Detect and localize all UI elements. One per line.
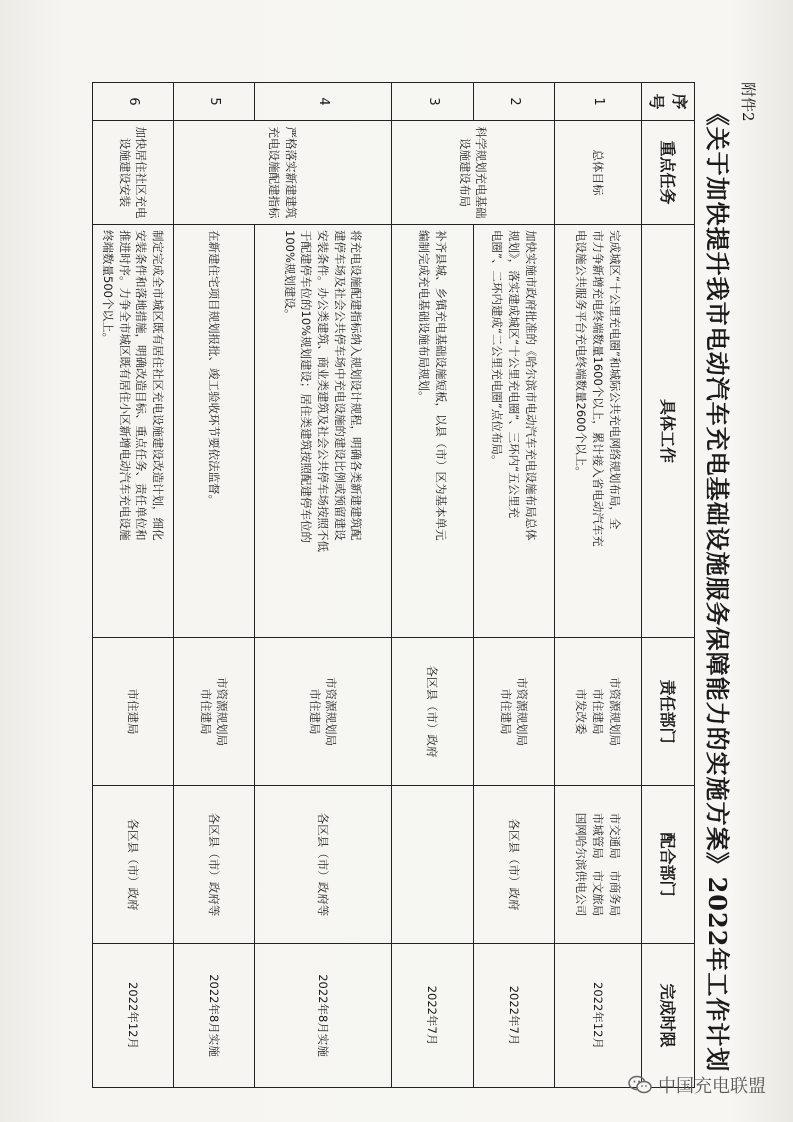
watermark-text: 中国充电联盟 [658,1076,766,1097]
document-title: 《关于加快提升我市电动汽车充电基础设施服务保障能力的实施方案》2022年工作计划 [703,101,732,1073]
work-line: 安装条件。办公类建筑、商业类建筑及社会公共停车场按照不低 [315,230,330,552]
lead-line: 市住建局 [498,688,513,735]
work-line: 制定完成全市城区既有居住社区充电设施建设改造计划，细化 [150,230,165,541]
work-plan-table [92,82,695,1088]
row-support: 各区县（市）政府等 [254,786,391,944]
row-no: 4 [254,83,391,121]
work-line: 电设施公共服务平台充电终端数量2600个以上。 [574,230,589,478]
header-support: 配合部门 [641,786,694,944]
row-deadline: 2022年7月 [391,944,473,1088]
row-support [391,786,473,944]
row-lead: 市住建局 [92,638,173,786]
row-work [554,225,641,638]
lead-line: 市发改委 [574,688,589,735]
work-line: 终端数量500个以上。 [100,230,115,344]
work-line: 于配建停车位的10%规划建设；居住类建筑按照配建停车位的 [299,230,314,544]
lead-line: 市资源规划局 [607,677,622,746]
header-work: 具体工作 [641,225,694,638]
work-line: 补齐县城、乡镇充电基础设施短板，以县（市）区为基本单元 [433,230,448,541]
work-line: 将充电设施配建指标纳入规划设计规程，明确各类新建建筑配 [349,230,364,541]
table-row [473,83,554,1088]
row-support: 各区县（市）政府等 [173,786,254,944]
row-no: 3 [391,83,473,121]
row-task: 总体目标 [554,121,641,225]
row-deadline: 2022年8月实施 [173,944,254,1088]
work-line: 推进时序。力争全市城区既有居住小区新增电动汽车充电设施 [117,230,132,541]
work-line: 安装条件和落地措施，明确改造目标、重点任务、责任单位和 [134,230,149,541]
table-row [173,83,254,1088]
row-work [92,225,173,638]
row-lead [554,638,641,786]
table-row [391,83,473,1088]
work-line: 市力争新增充电终端数量1600个以上，累计接入省电动汽车充 [590,230,605,547]
work-line: 电圈”、二环内建成“二公里充电圈”点位布局。 [490,230,505,467]
work-line: 完成城区“十公里充电圈”和城际公共充电网络规划布局，全 [607,230,622,530]
row-support [554,786,641,944]
row-no: 1 [554,83,641,121]
lead-line: 市资源规划局 [324,677,339,746]
row-support: 各区县（市）政府 [92,786,173,944]
support-line: 市交通局 市商务局 [607,812,622,917]
table-row [92,83,173,1088]
row-deadline: 2022年12月 [92,944,173,1088]
row-lead: 各区县（市）政府 [391,638,473,786]
header-lead: 责任部门 [641,638,694,786]
lead-line: 市住建局 [198,688,213,735]
row-lead [173,638,254,786]
row-no: 6 [92,83,173,121]
row-no: 2 [473,83,554,121]
header-no: 序号 [641,83,694,121]
work-line: 100%规划建设。 [282,230,297,321]
table-header-row [641,83,694,1088]
row-work [391,225,473,638]
watermark [628,1072,766,1098]
wechat-icon [628,1075,652,1095]
row-work: 在新建住宅项目规划报批、竣工验收环节要依法监督。 [173,225,254,638]
row-deadline: 2022年8月实施 [254,944,391,1088]
row-work [473,225,554,638]
row-task: 加快居住社区充电设施建设安装 [92,121,173,225]
row-no: 5 [173,83,254,121]
header-deadline: 完成时限 [641,944,694,1088]
work-line: 规划》，落实建成城区“十公里充电圈”、三环内“五公里充 [506,230,521,519]
table-row [254,83,391,1088]
attachment-label: 附件2 [739,82,757,122]
rotated-sheet [100,82,757,1092]
header-task: 重点任务 [641,121,694,225]
row-lead [473,638,554,786]
support-line: 市城管局 市文旅局 [590,812,605,917]
row-lead [254,638,391,786]
lead-line: 市住建局 [307,688,322,735]
row-task: 科学规划充电基础设施建设布局 [391,121,554,225]
work-line: 建停车场及社会公共停车场中充电设施的建设比例或预留建设 [332,230,347,541]
lead-line: 市住建局 [590,688,605,735]
table-row [554,83,641,1088]
work-line: 编制完成充电基础设施布局规划。 [417,230,432,403]
row-work [254,225,391,638]
support-line: 国网哈尔滨供电公司 [574,812,589,917]
row-deadline: 2022年12月 [554,944,641,1088]
row-deadline: 2022年7月 [473,944,554,1088]
lead-line: 市资源规划局 [515,677,530,746]
row-task: 严格落实新建建筑充电设施配建指标 [173,121,391,225]
row-support: 各区县（市）政府 [473,786,554,944]
work-line: 加快实施市政府批准的《哈尔滨市电动汽车充电设施布局总体 [523,230,538,541]
lead-line: 市资源规划局 [215,677,230,746]
